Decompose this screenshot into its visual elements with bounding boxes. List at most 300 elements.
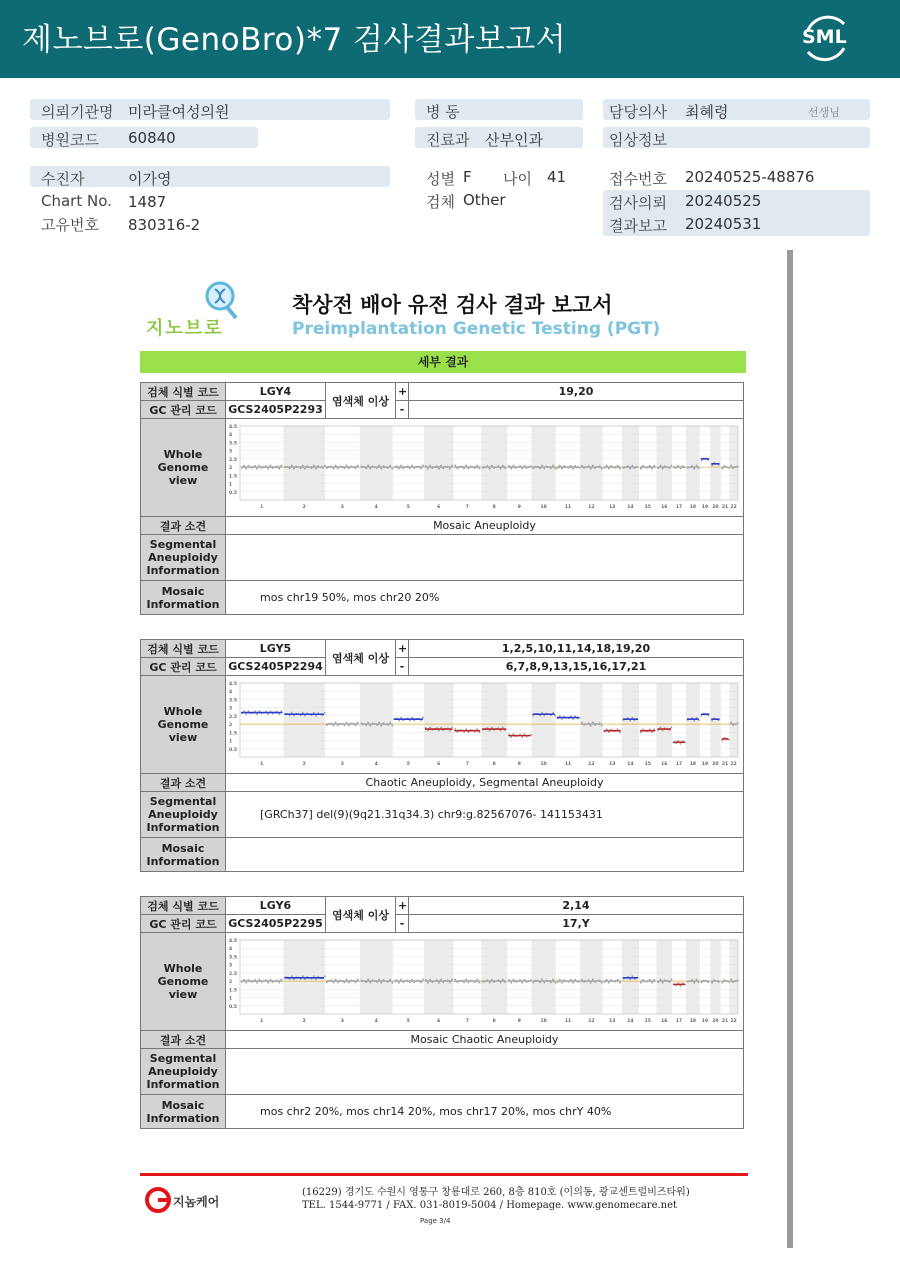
doctor-value: 최혜령 [685, 103, 729, 121]
data-point [662, 729, 664, 731]
data-point [291, 975, 293, 977]
x-tick-label: 12 [588, 504, 595, 510]
data-point [510, 467, 512, 469]
data-point [304, 978, 306, 980]
data-point [392, 724, 394, 726]
data-point [572, 718, 574, 720]
request-value: 20240525 [685, 192, 762, 210]
mosaic-value: mos chr19 50%, mos chr20 20% [226, 581, 744, 615]
data-point [313, 711, 315, 713]
x-tick-label: 8 [492, 761, 496, 767]
y-tick-label: 4.5 [229, 681, 237, 687]
data-point [256, 981, 258, 983]
x-tick-label: 14 [627, 504, 634, 510]
data-point [608, 467, 610, 469]
doctor-label: 담당의사 [609, 103, 667, 121]
x-tick-label: 10 [540, 761, 547, 767]
chromosome-band [424, 683, 453, 757]
data-point [510, 736, 512, 738]
data-point [601, 981, 603, 983]
mosaic-value [226, 838, 744, 872]
data-point [491, 726, 493, 728]
data-point [270, 710, 272, 712]
genome-chart [226, 934, 744, 1030]
data-point [479, 981, 481, 983]
data-point [711, 464, 713, 466]
data-point [259, 978, 261, 980]
data-point [552, 978, 554, 980]
data-point [730, 721, 732, 723]
data-point [590, 724, 592, 726]
data-point [555, 714, 557, 716]
data-point [335, 464, 337, 466]
sex-label: 성별 [426, 170, 455, 188]
data-point [502, 464, 504, 466]
specimen-label: 검체 [426, 193, 455, 211]
x-tick-label: 21 [721, 1018, 729, 1024]
data-point [502, 978, 504, 980]
data-point [302, 464, 304, 466]
doctor-suffix: 선생님 [808, 106, 840, 119]
x-tick-label: 1 [260, 761, 264, 767]
data-point [427, 467, 429, 469]
data-point [677, 739, 679, 741]
y-tick-label: 1 [229, 996, 233, 1002]
chromosome-band [532, 426, 556, 500]
gc-code-value: GCS2405P2295 [226, 915, 326, 933]
data-point [427, 729, 429, 731]
mosaic-label: Mosaic Information [141, 838, 226, 872]
data-point [267, 467, 269, 469]
x-tick-label: 3 [340, 761, 344, 767]
patient-value: 이가영 [128, 170, 172, 188]
data-point [381, 724, 383, 726]
data-point [357, 978, 359, 980]
x-tick-label: 15 [644, 504, 651, 510]
data-point [381, 981, 383, 983]
y-tick-label: 2 [229, 722, 233, 728]
data-point [451, 464, 453, 466]
x-tick-label: 18 [689, 761, 697, 767]
whole-genome-label: Whole Genome view [141, 419, 226, 517]
data-point [728, 981, 730, 983]
x-tick-label: 9 [517, 1018, 521, 1024]
gain-sign: + [396, 640, 409, 658]
data-point [680, 985, 682, 987]
data-point [592, 721, 594, 723]
data-point [293, 714, 295, 716]
data-point [465, 978, 467, 980]
data-point [629, 978, 631, 980]
pgt-title-english: Preimplantation Genetic Testing (PGT) [292, 319, 661, 339]
chromosome-band [481, 426, 507, 500]
x-tick-label: 16 [661, 504, 668, 510]
sample-block-2 [140, 896, 746, 1129]
data-point [389, 978, 391, 980]
data-point [381, 467, 383, 469]
data-point [429, 464, 431, 466]
data-point [378, 978, 380, 980]
data-point [660, 464, 662, 466]
data-point [701, 981, 703, 983]
data-point [502, 726, 504, 728]
x-tick-label: 4 [374, 504, 378, 510]
receipt-label: 접수번호 [609, 170, 667, 188]
gc-code-value: GCS2405P2294 [226, 658, 326, 676]
data-point [398, 719, 400, 721]
data-point [411, 978, 413, 980]
data-point [590, 981, 592, 983]
mosaic-value: mos chr2 20%, mos chr14 20%, mos chr17 20%, mos chrY 40% [226, 1095, 744, 1129]
result-label: 결과 소견 [141, 774, 226, 792]
data-point [730, 464, 732, 466]
gain-chromosomes: 1,2,5,10,11,14,18,19,20 [409, 640, 744, 658]
data-point [324, 712, 326, 714]
data-point [304, 467, 306, 469]
chromosome-band [532, 683, 556, 757]
page-number: Page 3/4 [420, 1217, 451, 1225]
data-point [541, 464, 543, 466]
data-point [555, 981, 557, 983]
chromosome-band [532, 940, 556, 1014]
x-tick-label: 9 [517, 761, 521, 767]
x-tick-label: 2 [302, 1018, 306, 1024]
chromosome-band [686, 940, 700, 1014]
x-tick-label: 11 [564, 1018, 572, 1024]
age-value: 41 [547, 168, 567, 186]
data-point [711, 719, 713, 721]
data-point [335, 978, 337, 980]
data-point [293, 978, 295, 980]
data-point [632, 716, 634, 718]
data-point [722, 467, 724, 469]
gain-sign: + [396, 383, 409, 401]
data-point [606, 464, 608, 466]
report-title: 제노브로(GenoBro)*7 검사결과보고서 [22, 22, 567, 58]
data-point [513, 978, 515, 980]
data-point [651, 981, 653, 983]
x-tick-label: 6 [437, 761, 441, 767]
data-point [632, 464, 634, 466]
x-tick-label: 20 [712, 504, 719, 510]
data-point [671, 464, 673, 466]
data-point [465, 464, 467, 466]
data-point [245, 467, 247, 469]
data-point [468, 731, 470, 733]
data-point [357, 721, 359, 723]
data-point [696, 464, 698, 466]
data-point [392, 467, 394, 469]
y-tick-label: 4.5 [229, 424, 237, 430]
y-tick-label: 3 [229, 706, 233, 712]
clinical-label: 임상정보 [609, 131, 667, 149]
result-value: Mosaic Aneuploidy [226, 517, 744, 535]
data-point [651, 731, 653, 733]
loss-chromosomes: 6,7,8,9,13,15,16,17,21 [409, 658, 744, 676]
specimen-code-label: 검체 식별 코드 [141, 897, 226, 915]
chromosome-band [729, 426, 738, 500]
data-point [619, 731, 621, 733]
genobro-logo [142, 280, 252, 340]
data-point [552, 464, 554, 466]
data-point [671, 726, 673, 728]
data-point [324, 464, 326, 466]
data-point [313, 975, 315, 977]
segmental-label: Segmental Aneuploidy Information [141, 792, 226, 838]
y-tick-label: 0.5 [229, 747, 237, 753]
data-point [722, 739, 724, 741]
data-point [640, 981, 642, 983]
data-point [559, 715, 561, 717]
data-point [561, 718, 563, 720]
data-point [581, 464, 583, 466]
data-point [619, 467, 621, 469]
y-tick-label: 4 [229, 432, 233, 438]
data-point [348, 724, 350, 726]
data-point [476, 464, 478, 466]
data-point [660, 726, 662, 728]
data-point [489, 981, 491, 983]
data-point [728, 467, 730, 469]
chromosome-abnormality-label: 염색체 이상 [326, 640, 396, 676]
report-header-bar [0, 0, 900, 78]
data-point [680, 467, 682, 469]
x-tick-label: 9 [517, 504, 521, 510]
x-tick-label: 16 [661, 761, 668, 767]
data-point [378, 464, 380, 466]
chromosome-band [580, 683, 603, 757]
data-point [524, 464, 526, 466]
y-tick-label: 4.5 [229, 938, 237, 944]
specimen-value: Other [463, 191, 506, 209]
y-tick-label: 3.5 [229, 440, 237, 446]
data-point [398, 467, 400, 469]
footer-address [302, 1186, 690, 1212]
y-tick-label: 4 [229, 689, 233, 695]
result-label: 결과 소견 [141, 1031, 226, 1049]
x-tick-label: 19 [701, 504, 709, 510]
data-point [601, 467, 603, 469]
sample-table [140, 382, 744, 615]
data-point [696, 716, 698, 718]
data-point [468, 981, 470, 983]
y-tick-label: 0.5 [229, 1004, 237, 1010]
data-point [293, 467, 295, 469]
data-point [409, 467, 411, 469]
chromosome-abnormality-label: 염색체 이상 [326, 897, 396, 933]
sml-logo-text: SML [802, 26, 847, 48]
x-tick-label: 22 [730, 1018, 737, 1024]
sample-table [140, 639, 744, 872]
data-point [479, 731, 481, 733]
data-point [730, 978, 732, 980]
data-point [629, 467, 631, 469]
gc-code-value: GCS2405P2293 [226, 401, 326, 419]
data-point [581, 721, 583, 723]
data-point [422, 978, 424, 980]
whole-genome-label: Whole Genome view [141, 933, 226, 1031]
y-tick-label: 3 [229, 963, 233, 969]
data-point [256, 467, 258, 469]
data-point [259, 464, 261, 466]
data-point [302, 975, 304, 977]
y-tick-label: 2.5 [229, 457, 237, 463]
x-tick-label: 17 [675, 504, 683, 510]
x-tick-label: 4 [374, 761, 378, 767]
y-tick-label: 3 [229, 449, 233, 455]
data-point [259, 710, 261, 712]
gc-code-label: GC 관리 코드 [141, 915, 226, 933]
data-point [315, 714, 317, 716]
x-tick-label: 3 [340, 1018, 344, 1024]
data-point [281, 710, 283, 712]
data-point [513, 733, 515, 735]
y-tick-label: 1 [229, 482, 233, 488]
data-point [346, 464, 348, 466]
data-point [333, 724, 335, 726]
x-tick-label: 12 [588, 1018, 595, 1024]
mosaic-label: Mosaic Information [141, 581, 226, 615]
x-tick-label: 21 [721, 504, 729, 510]
gain-sign: + [396, 897, 409, 915]
segmental-label: Segmental Aneuploidy Information [141, 1049, 226, 1095]
receipt-value: 20240525-48876 [685, 168, 815, 186]
data-point [429, 726, 431, 728]
x-tick-label: 19 [701, 761, 709, 767]
genomecare-logo-text: 지놈케어 [173, 1195, 220, 1209]
chromosome-band [283, 426, 325, 500]
data-point [389, 721, 391, 723]
data-point [449, 729, 451, 731]
data-point [737, 979, 739, 981]
loss-sign: - [396, 658, 409, 676]
data-point [429, 978, 431, 980]
data-point [555, 467, 557, 469]
data-point [348, 467, 350, 469]
chromosome-band [686, 426, 700, 500]
data-point [281, 978, 283, 980]
data-point [440, 978, 442, 980]
footer-address-line1: (16229) 경기도 수원시 영통구 창룡대로 260, 8층 810호 (이의동, 광교센트럴비즈타워) [302, 1187, 690, 1198]
data-point [256, 713, 258, 715]
data-point [524, 978, 526, 980]
data-point [438, 981, 440, 983]
data-point [572, 467, 574, 469]
data-point [400, 464, 402, 466]
x-tick-label: 13 [609, 761, 616, 767]
y-tick-label: 3.5 [229, 697, 237, 703]
data-point [346, 978, 348, 980]
section-heading: 세부 결과 [140, 351, 746, 373]
whole-genome-cell [226, 419, 744, 517]
data-point [324, 975, 326, 977]
data-point [701, 459, 703, 461]
data-point [737, 722, 739, 724]
data-point [333, 981, 335, 983]
chromosome-band [360, 426, 393, 500]
data-point [677, 982, 679, 984]
data-point [581, 978, 583, 980]
x-tick-label: 15 [644, 761, 651, 767]
hospital-code-label: 병원코드 [41, 131, 99, 149]
x-tick-label: 10 [540, 1018, 547, 1024]
data-point [333, 467, 335, 469]
data-point [291, 711, 293, 713]
x-tick-label: 5 [406, 761, 410, 767]
data-point [335, 721, 337, 723]
data-point [278, 467, 280, 469]
chart-value: 1487 [128, 193, 167, 211]
data-point [608, 981, 610, 983]
data-point [696, 978, 698, 980]
data-point [400, 978, 402, 980]
genome-chart [226, 420, 744, 516]
x-tick-label: 22 [730, 761, 737, 767]
data-point [440, 726, 442, 728]
chromosome-band [283, 683, 325, 757]
segmental-value: [GRCh37] del(9)(9q21.31q34.3) chr9:g.82567076- 141153431 [226, 792, 744, 838]
data-point [711, 981, 713, 983]
y-tick-label: 2.5 [229, 714, 237, 720]
chromosome-band [481, 683, 507, 757]
data-point [392, 981, 394, 983]
data-point [465, 728, 467, 730]
chromosome-band [481, 940, 507, 1014]
x-tick-label: 13 [609, 504, 616, 510]
data-point [411, 716, 413, 718]
gc-code-label: GC 관리 코드 [141, 401, 226, 419]
chromosome-band [656, 683, 672, 757]
y-tick-label: 2.5 [229, 971, 237, 977]
data-point [640, 731, 642, 733]
data-point [438, 729, 440, 731]
data-point [409, 981, 411, 983]
data-point [510, 981, 512, 983]
data-point [313, 464, 315, 466]
report-value: 20240531 [685, 215, 762, 233]
loss-sign: - [396, 401, 409, 419]
data-point [521, 736, 523, 738]
data-point [245, 981, 247, 983]
x-tick-label: 2 [302, 504, 306, 510]
chromosome-band [656, 426, 672, 500]
chromosome-band [424, 940, 453, 1014]
data-point [491, 978, 493, 980]
data-point [606, 978, 608, 980]
page-edge-rule [787, 250, 793, 1248]
x-tick-label: 14 [627, 1018, 634, 1024]
data-point [552, 711, 554, 713]
genobro-logo-text: 지노브로 [146, 318, 224, 339]
specimen-code-label: 검체 식별 코드 [141, 640, 226, 658]
data-point [468, 467, 470, 469]
data-point [489, 467, 491, 469]
chromosome-band [580, 940, 603, 1014]
data-point [601, 724, 603, 726]
result-label: 결과 소견 [141, 517, 226, 535]
chromosome-band [656, 940, 672, 1014]
x-tick-label: 1 [260, 1018, 264, 1024]
x-tick-label: 18 [689, 1018, 697, 1024]
data-point [561, 981, 563, 983]
data-point [278, 981, 280, 983]
data-point [304, 714, 306, 716]
dept-label: 진료과 [426, 131, 470, 149]
data-point [422, 464, 424, 466]
x-tick-label: 20 [712, 1018, 719, 1024]
x-tick-label: 10 [540, 504, 547, 510]
segmental-label: Segmental Aneuploidy Information [141, 535, 226, 581]
